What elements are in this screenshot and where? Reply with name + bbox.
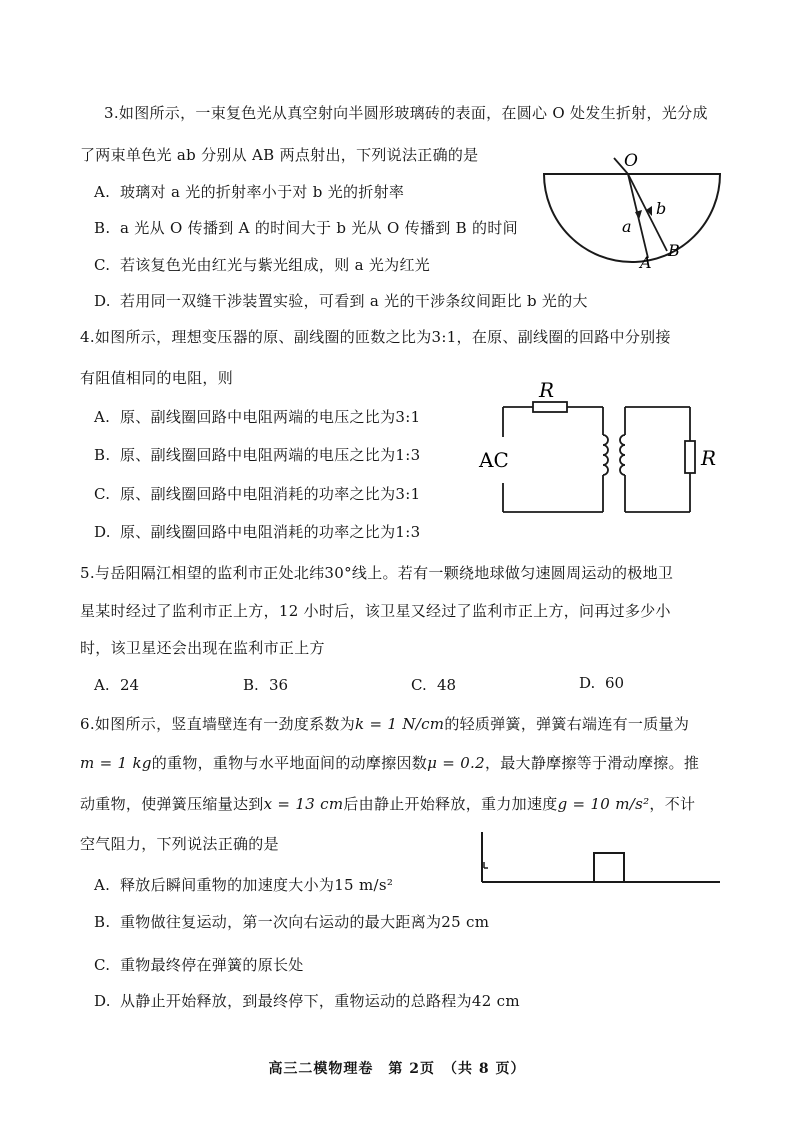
label-a: a [622, 217, 632, 236]
q5-choice-c: C. 48 [411, 676, 457, 694]
q4-option-c: C. 原、副线圈回路中电阻消耗的功率之比为3:1 [94, 485, 421, 503]
q3-semicircle-figure [530, 150, 730, 275]
q6-option-c: C. 重物最终停在弹簧的原长处 [94, 956, 304, 974]
q6-stem-line1: 6.如图所示，竖直墙壁连有一劲度系数为k = 1 N/cm的轻质弹簧，弹簧右端连有一质量为 [80, 715, 690, 733]
q4-transformer-figure [475, 375, 730, 520]
q6-stem-line2: m = 1 kg的重物，重物与水平地面间的动摩擦因数μ = 0.2，最大静摩擦等于滑动摩擦。推 [80, 754, 700, 772]
q4-stem-line2: 有阻值相同的电阻，则 [80, 369, 234, 387]
q6-option-d: D. 从静止开始释放，到最终停下，重物运动的总路程为42 cm [94, 992, 520, 1010]
q5-stem-line2: 星某时经过了监利市正上方，12 小时后，该卫星又经过了监利市正上方，问再过多少小 [80, 602, 671, 620]
q3-option-d: D. 若用同一双缝干涉装置实验，可看到 a 光的干涉条纹间距比 b 光的大 [94, 292, 588, 310]
label-A: A [640, 253, 652, 272]
q4-stem-line1: 4.如图所示，理想变压器的原、副线圈的匝数之比为3:1，在原、副线圈的回路中分别接 [80, 328, 671, 346]
q6-stem-line4: 空气阻力，下列说法正确的是 [80, 835, 279, 853]
q3-option-a: A. 玻璃对 a 光的折射率小于对 b 光的折射率 [94, 183, 405, 201]
q5-choice-d: D. 60 [579, 674, 625, 692]
q6-option-b: B. 重物做往复运动，第一次向右运动的最大距离为25 cm [94, 913, 490, 931]
q5-stem-line3: 时，该卫星还会出现在监利市正上方 [80, 639, 325, 657]
q4-option-d: D. 原、副线圈回路中电阻消耗的功率之比为1:3 [94, 523, 421, 541]
q6-option-a: A. 释放后瞬间重物的加速度大小为15 m/s² [94, 876, 394, 894]
block [594, 853, 624, 882]
q3-stem-line2: 了两束单色光 ab 分别从 AB 两点射出，下列说法正确的是 [80, 146, 479, 164]
q3-option-b: B. a 光从 O 传播到 A 的时间大于 b 光从 O 传播到 B 的时间 [94, 219, 518, 237]
q5-choice-b: B. 36 [243, 676, 289, 694]
label-O: O [624, 151, 638, 171]
secondary-resistor [685, 441, 695, 473]
label-B: B [668, 241, 680, 260]
q6-stem-line3: 动重物，使弹簧压缩量达到x = 13 cm后由静止开始释放，重力加速度g = 10 m/s²，不计 [80, 795, 696, 813]
label-R-top: R [539, 378, 555, 402]
secondary-coil [620, 435, 625, 475]
primary-coil [603, 435, 608, 475]
label-b: b [656, 199, 667, 218]
q5-choice-a: A. 24 [94, 676, 140, 694]
q4-option-a: A. 原、副线圈回路中电阻两端的电压之比为3:1 [94, 408, 421, 426]
q5-stem-line1: 5.与岳阳隔江相望的监利市正处北纬30°线上。若有一颗绕地球做匀速圆周运动的极地卫 [80, 564, 674, 582]
q6-spring-block-figure [470, 828, 725, 888]
q3-option-c: C. 若该复色光由红光与紫光组成，则 a 光为红光 [94, 256, 431, 274]
label-R-right: R [701, 446, 717, 470]
label-AC: AC [479, 448, 509, 472]
primary-resistor [533, 402, 567, 412]
q4-option-b: B. 原、副线圈回路中电阻两端的电压之比为1:3 [94, 446, 421, 464]
page-footer: 高三二模物理卷 第 2页 （共 8 页） [268, 1061, 526, 1077]
q3-stem-line1: 3.如图所示，一束复色光从真空射向半圆形玻璃砖的表面，在圆心 O 处发生折射，光分成 [104, 104, 708, 122]
